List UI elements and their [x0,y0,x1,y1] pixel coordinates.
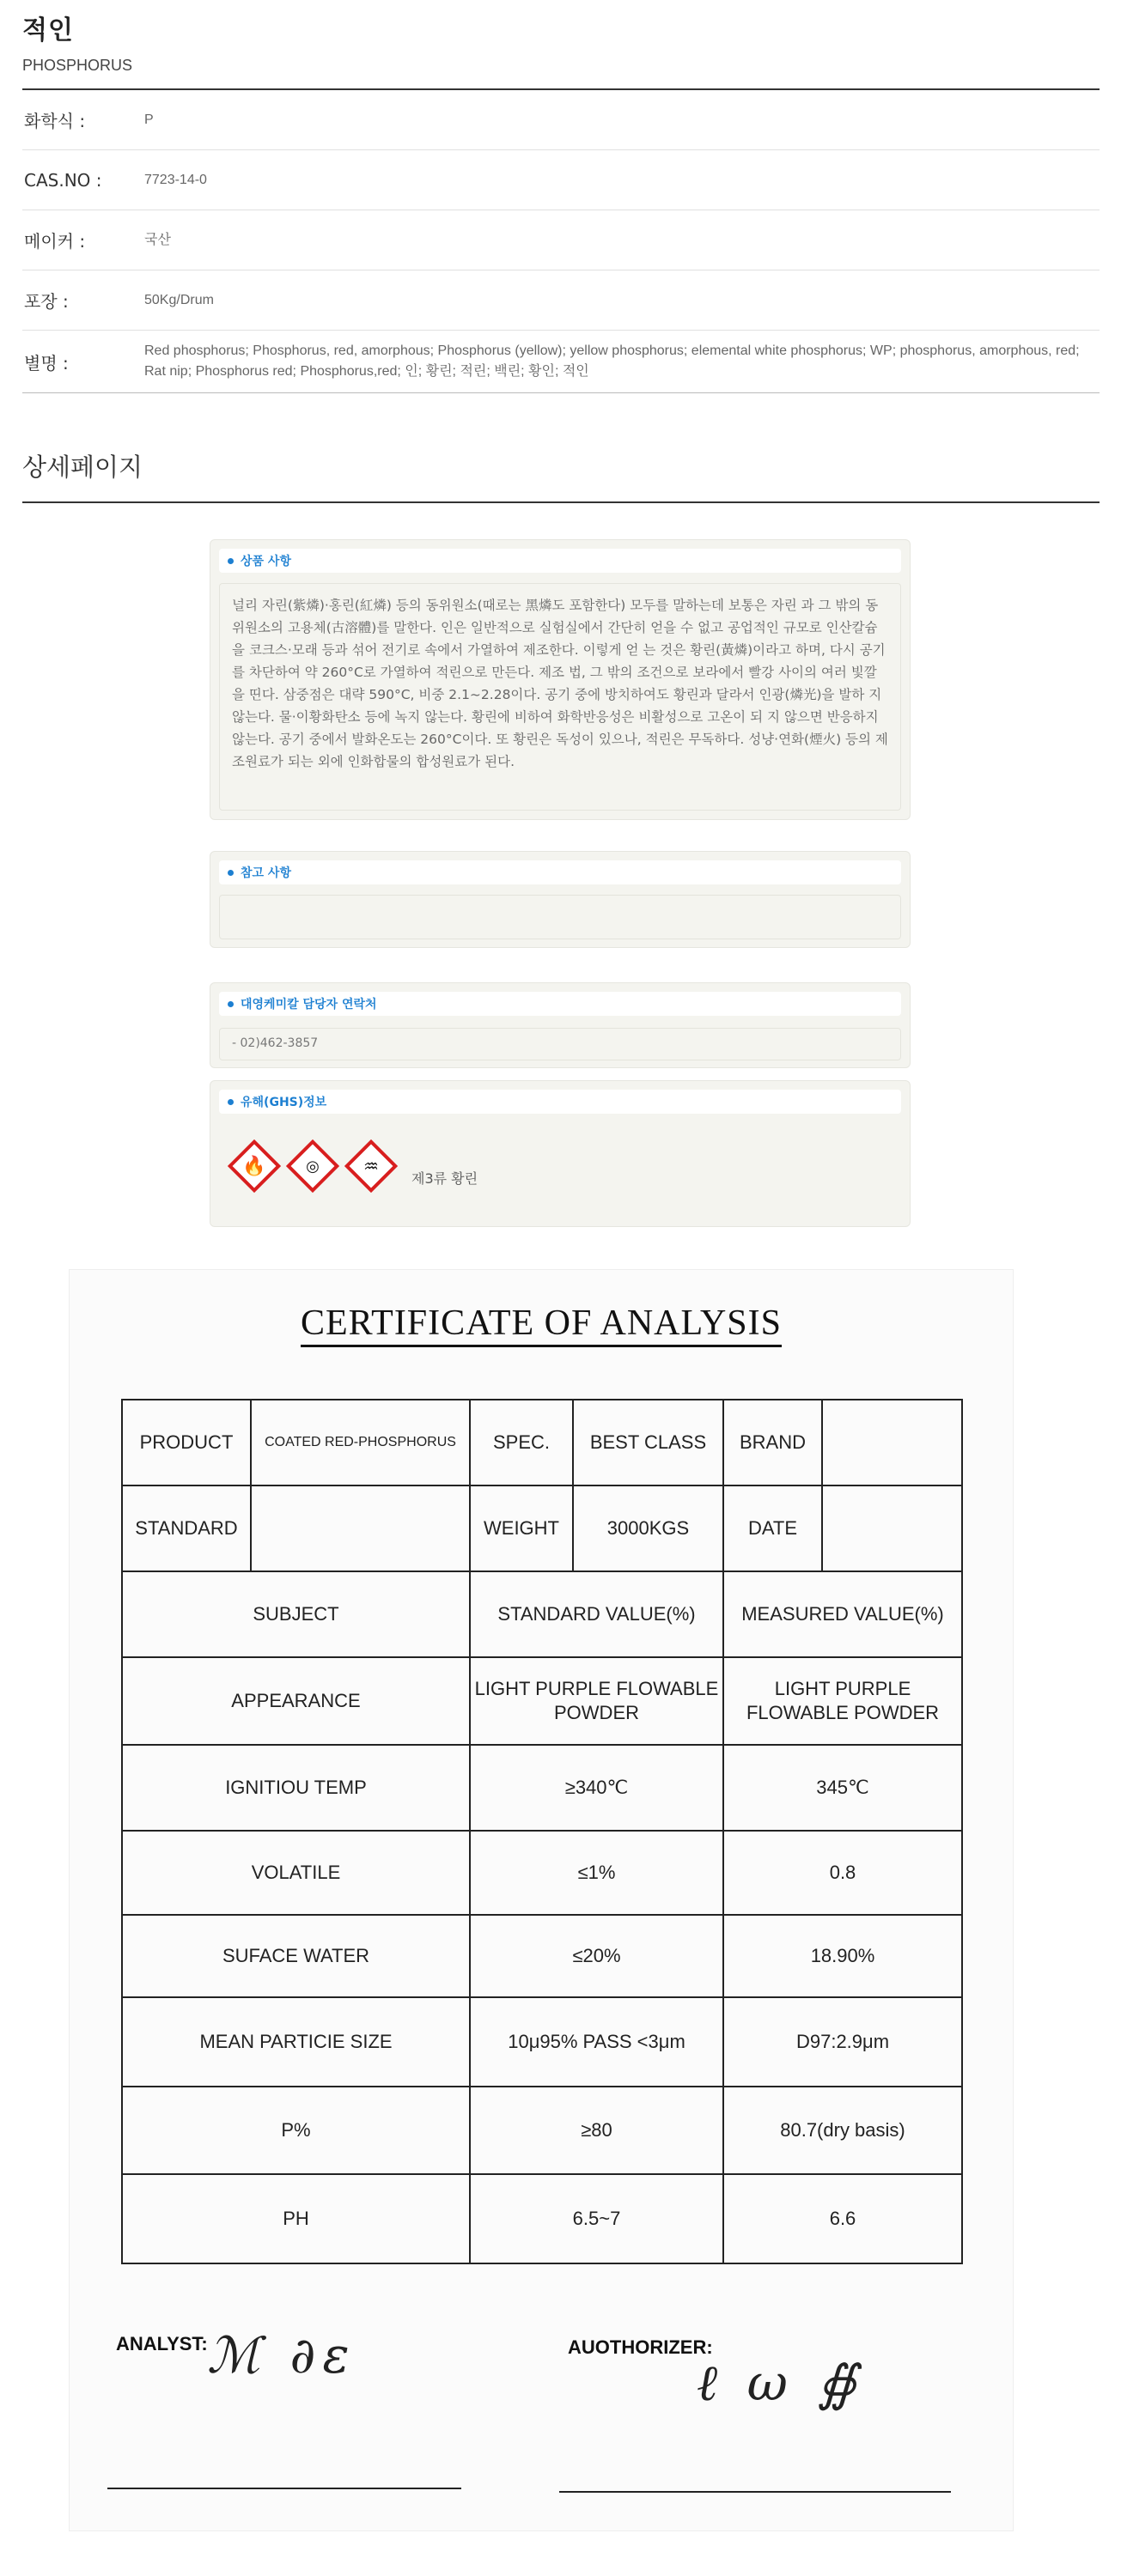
cert-cell: 18.90% [810,1945,875,1966]
cert-cell: PRODUCT [123,1400,252,1485]
card-header [219,860,901,884]
cert-cell: SUFACE WATER [123,1916,471,1996]
reference-text [220,896,900,916]
cert-cell: ≥340℃ [471,1746,724,1830]
cert-cell: LIGHT PURPLE FLOWABLE POWDER [471,1658,724,1744]
spec-label: 화학식 : [24,111,86,131]
cert-cell: SUBJECT [123,1572,471,1656]
cert-cell: VOLATILE [123,1832,471,1914]
cert-column-header-row [123,1572,961,1658]
cert-cell: 80.7(dry basis) [780,2119,905,2141]
analyst-signature-line [107,2488,461,2489]
product-info-card [210,539,911,820]
cert-cell: SPEC. [471,1400,574,1485]
spec-table [22,90,1100,393]
cert-cell: ≥80 [471,2087,724,2173]
spec-value: 7723-14-0 [144,172,207,187]
cert-cell: BRAND [724,1400,823,1485]
product-english-name: PHOSPHORUS [22,57,133,74]
cert-cell: MEAN PARTICIE SIZE [123,1998,471,2086]
detail-heading: 상세페이지 [22,453,143,482]
detail-divider [22,501,1100,503]
authorizer-signature: ℓ ω ∯ [697,2354,864,2412]
cert-cell: P% [123,2087,471,2173]
flame-icon: 🔥 [228,1139,281,1193]
flame-over-circle-icon: ◎ [286,1139,339,1193]
card-header [219,992,901,1016]
environment-icon: ♒ [344,1139,398,1193]
cert-cell: IGNITIOU TEMP [123,1746,471,1830]
card-body [219,895,901,939]
cert-data-row [123,1746,961,1832]
product-description: 널리 자린(紫燐)·홍린(紅燐) 등의 동위원소(때로는 黑燐도 포함한다) 모두를 말하는데 보통은 자린 과 그 밖의 동위원소의 고용체(古溶體)를 말한다. 인은 일반적으로 실험실에서 간단히 얻을 수 없고 공업적인 규모로 인산칼슘을 코크스·모래 등과 섞어 전기로 속에서 가열하여 제조한다. 이렇게 얻 는 것은 황린(黃燐)이라고 하며, 다시 공기를 차단하여 약 260°C로 가열하여 적린으로 만든다. 제조 법, 그 밖의 조건으로 보라에서 빨강 사이의 여러 빛깔을 띤다. 삼중점은 대략 590°C, 비중 2.1~2.28이다. 공기 중에 방치하여도 황린과 달라서 인광(燐光)을 발하 지 않는다. 물·이황화탄소 등에 녹지 않는다. 황린에 비하여 화학반응성은 비활성으로 고온이 되 지 않으면 반응하지 않는다. 공기 중에서 발화온도는 260°C이다. 또 황린은 독성이 있으나, 적린은 무독하다. 성냥·연화(煙火) 등의 제조원료가 되는 외에 인화합물의 합성원료가 된다. [232,598,888,769]
spec-label: CAS.NO : [24,169,102,191]
cert-cell [823,1400,961,1485]
spec-value: 50Kg/Drum [144,292,214,307]
spec-label: 포장 : [24,291,69,312]
reference-card [210,851,911,948]
cert-cell: LIGHT PURPLE FLOWABLE POWDER [746,1678,940,1723]
cert-cell: 10μ95% PASS <3μm [471,1998,724,2086]
cert-cell: STANDARD VALUE(%) [471,1572,724,1656]
cert-cell: 3000KGS [574,1486,724,1571]
authorizer-label: AUOTHORIZER: [568,2336,713,2358]
cert-cell: PH [123,2175,471,2263]
cert-cell: 0.8 [829,1862,856,1883]
spec-label: 메이커 : [24,231,86,252]
cert-header-row [123,1400,961,1486]
spec-row-formula [22,90,1100,150]
cert-cell: MEASURED VALUE(%) [741,1603,944,1625]
cert-cell [823,1486,961,1571]
cert-cell: APPEARANCE [123,1658,471,1744]
ghs-card [210,1080,911,1227]
cert-data-row [123,1916,961,1998]
cert-cell: ≤20% [471,1916,724,1996]
card-title: 대영케미칼 담당자 연락처 [241,998,377,1012]
card-header [219,549,901,573]
bullet-dot-icon [228,1099,234,1105]
ghs-class-label: 제3류 황린 [411,1170,478,1187]
cert-data-row [123,2087,961,2175]
card-title: 유해(GHS)정보 [241,1096,327,1109]
cert-cell [252,1486,471,1571]
bullet-dot-icon [228,558,234,564]
spec-label: 별명 : [24,352,69,374]
bullet-dot-icon [228,870,234,876]
certificate-table [121,1399,963,2264]
spec-value: 국산 [144,232,171,247]
cert-cell: 345℃ [816,1777,869,1798]
contact-phone: - 02)462-3857 [232,1036,319,1050]
product-title-block [22,9,1100,75]
cert-header-row [123,1486,961,1572]
cert-data-row [123,2175,961,2263]
cert-cell: WEIGHT [471,1486,574,1571]
cert-cell: ≤1% [471,1832,724,1914]
card-header [219,1090,901,1114]
cert-cell: COATED RED-PHOSPHORUS [252,1400,471,1485]
certificate-title [70,1303,1013,1344]
cert-cell: 6.6 [829,2208,856,2229]
authorizer-signature-line [559,2491,951,2493]
spec-row-aliases [22,331,1100,393]
analyst-label: ANALYST: [116,2333,208,2354]
cert-cell: DATE [724,1486,823,1571]
certificate-title-text: CERTIFICATE OF ANALYSIS [301,1303,782,1347]
spec-value: P [144,112,154,127]
spec-value: Red phosphorus; Phosphorus, red, amorphous; Phosphorus (yellow); yellow phosphorus; elemental white phosphorus; WP; phosphorus, amorphous, red; Rat nip; Phosphorus red; Phosphorus,red; 인; 황린; 적린; 백린; 황인; 적인 [144,343,1080,379]
cert-cell: D97:2.9μm [795,2031,890,2052]
card-body [219,583,901,811]
cert-cell: 6.5~7 [471,2175,724,2263]
cert-data-row [123,1658,961,1746]
cert-cell: BEST CLASS [574,1400,724,1485]
spec-row-packing [22,270,1100,331]
card-title: 상품 사항 [241,555,291,568]
bullet-dot-icon [228,1001,234,1007]
analyst-signature: ℳ ∂ε [207,2326,356,2385]
product-name: 적인 [22,15,74,46]
spec-row-cas [22,150,1100,210]
cert-data-row [123,1998,961,2087]
contact-card [210,982,911,1068]
ghs-pictograms [228,1139,478,1193]
card-title: 참고 사항 [241,866,291,880]
certificate-of-analysis [69,1269,1014,2531]
cert-data-row [123,1832,961,1916]
cert-cell: STANDARD [123,1486,252,1571]
card-body [219,1028,901,1060]
spec-row-maker [22,210,1100,270]
